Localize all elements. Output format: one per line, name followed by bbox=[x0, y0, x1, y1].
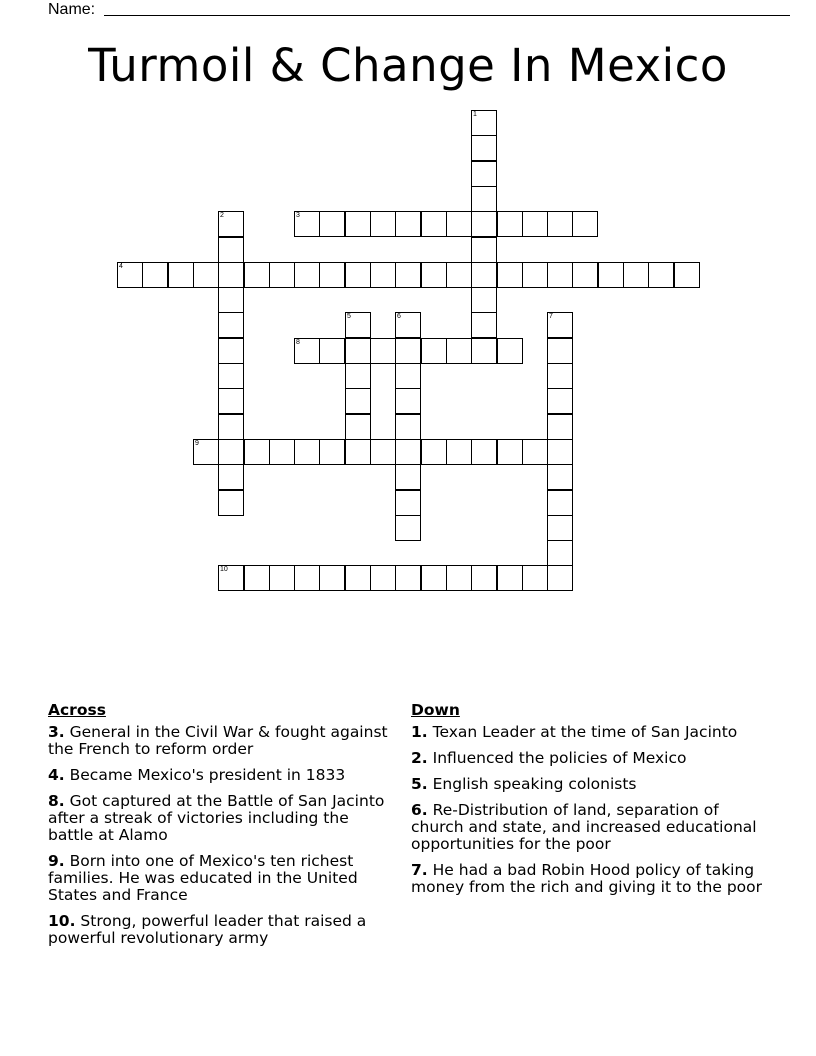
grid-cell[interactable] bbox=[244, 262, 270, 288]
clue-number: 4. bbox=[48, 766, 65, 784]
cell-number: 9 bbox=[195, 440, 199, 447]
name-label: Name: bbox=[48, 1, 96, 18]
grid-cell[interactable] bbox=[421, 211, 447, 237]
grid-cell[interactable] bbox=[674, 262, 700, 288]
grid-cell[interactable] bbox=[471, 110, 497, 136]
grid-cell[interactable] bbox=[269, 565, 295, 591]
grid-cell[interactable] bbox=[395, 363, 421, 389]
clue-text: He had a bad Robin Hood policy of taking money from the rich and giving it to the poor bbox=[411, 861, 762, 896]
clue-item bbox=[411, 776, 776, 793]
grid-cell[interactable] bbox=[244, 439, 270, 465]
grid-cell[interactable] bbox=[471, 439, 497, 465]
grid-cell[interactable] bbox=[218, 338, 244, 364]
grid-cell[interactable] bbox=[471, 565, 497, 591]
grid-cell[interactable] bbox=[370, 262, 396, 288]
grid-cell[interactable] bbox=[497, 338, 523, 364]
grid-cell[interactable] bbox=[370, 565, 396, 591]
grid-cell[interactable] bbox=[623, 262, 649, 288]
grid-cell[interactable] bbox=[395, 439, 421, 465]
across-clues bbox=[48, 700, 393, 956]
clue-text: General in the Civil War & fought against the French to reform order bbox=[48, 723, 388, 758]
grid-cell[interactable] bbox=[218, 237, 244, 263]
grid-cell[interactable] bbox=[319, 439, 345, 465]
grid-cell[interactable] bbox=[218, 565, 244, 591]
grid-cell[interactable] bbox=[547, 338, 573, 364]
grid-cell[interactable] bbox=[446, 439, 472, 465]
grid-cell[interactable] bbox=[522, 565, 548, 591]
grid-cell[interactable] bbox=[547, 363, 573, 389]
clue-item bbox=[411, 862, 776, 896]
grid-cell[interactable] bbox=[370, 439, 396, 465]
grid-cell[interactable] bbox=[218, 414, 244, 440]
grid-cell[interactable] bbox=[117, 262, 143, 288]
grid-cell[interactable] bbox=[168, 262, 194, 288]
grid-cell[interactable] bbox=[269, 439, 295, 465]
grid-cell[interactable] bbox=[395, 414, 421, 440]
grid-cell[interactable] bbox=[497, 439, 523, 465]
grid-cell[interactable] bbox=[319, 565, 345, 591]
clue-number: 1. bbox=[411, 723, 428, 741]
clue-number: 8. bbox=[48, 792, 65, 810]
grid-cell[interactable] bbox=[446, 211, 472, 237]
grid-cell[interactable] bbox=[294, 262, 320, 288]
grid-cell[interactable] bbox=[471, 161, 497, 187]
grid-cell[interactable] bbox=[572, 262, 598, 288]
clue-number: 2. bbox=[411, 749, 428, 767]
clue-number: 3. bbox=[48, 723, 65, 741]
grid-cell[interactable] bbox=[218, 262, 244, 288]
clue-text: English speaking colonists bbox=[432, 775, 637, 793]
grid-cell[interactable] bbox=[421, 439, 447, 465]
clue-number: 5. bbox=[411, 775, 428, 793]
grid-cell[interactable] bbox=[345, 565, 371, 591]
clue-text: Got captured at the Battle of San Jacinto after a streak of victories including the battle at Alamo bbox=[48, 792, 385, 844]
cell-number: 5 bbox=[347, 313, 351, 320]
grid-cell[interactable] bbox=[193, 439, 219, 465]
grid-cell[interactable] bbox=[547, 439, 573, 465]
grid-cell[interactable] bbox=[547, 540, 573, 566]
grid-cell[interactable] bbox=[244, 565, 270, 591]
grid-cell[interactable] bbox=[370, 211, 396, 237]
clue-item bbox=[48, 913, 393, 947]
grid-cell[interactable] bbox=[193, 262, 219, 288]
clue-text: Strong, powerful leader that raised a powerful revolutionary army bbox=[48, 912, 367, 947]
grid-cell[interactable] bbox=[395, 211, 421, 237]
grid-cell[interactable] bbox=[218, 287, 244, 313]
grid-cell[interactable] bbox=[294, 211, 320, 237]
grid-cell[interactable] bbox=[395, 464, 421, 490]
grid-cell[interactable] bbox=[522, 211, 548, 237]
grid-cell[interactable] bbox=[547, 388, 573, 414]
grid-cell[interactable] bbox=[547, 312, 573, 338]
cell-number: 7 bbox=[549, 313, 553, 320]
grid-cell[interactable] bbox=[648, 262, 674, 288]
clue-number: 7. bbox=[411, 861, 428, 879]
grid-cell[interactable] bbox=[471, 287, 497, 313]
grid-cell[interactable] bbox=[294, 565, 320, 591]
grid-cell[interactable] bbox=[598, 262, 624, 288]
grid-cell[interactable] bbox=[345, 338, 371, 364]
grid-cell[interactable] bbox=[497, 262, 523, 288]
cell-number: 4 bbox=[119, 263, 123, 270]
page-title: Turmoil & Change In Mexico bbox=[88, 39, 728, 92]
clue-item bbox=[411, 724, 776, 741]
grid-cell[interactable] bbox=[572, 211, 598, 237]
grid-cell[interactable] bbox=[218, 363, 244, 389]
grid-cell[interactable] bbox=[345, 388, 371, 414]
grid-cell[interactable] bbox=[319, 211, 345, 237]
grid-cell[interactable] bbox=[345, 363, 371, 389]
grid-cell[interactable] bbox=[395, 312, 421, 338]
name-underline bbox=[104, 15, 790, 16]
grid-cell[interactable] bbox=[345, 262, 371, 288]
grid-cell[interactable] bbox=[547, 490, 573, 516]
grid-cell[interactable] bbox=[471, 262, 497, 288]
grid-cell[interactable] bbox=[446, 565, 472, 591]
clue-number: 9. bbox=[48, 852, 65, 870]
down-heading: Down bbox=[411, 701, 460, 719]
grid-cell[interactable] bbox=[294, 338, 320, 364]
across-clue-list bbox=[48, 724, 393, 947]
grid-cell[interactable] bbox=[471, 135, 497, 161]
grid-cell[interactable] bbox=[421, 262, 447, 288]
grid-cell[interactable] bbox=[497, 211, 523, 237]
grid-cell[interactable] bbox=[522, 262, 548, 288]
grid-cell[interactable] bbox=[547, 565, 573, 591]
grid-cell[interactable] bbox=[345, 414, 371, 440]
clue-item bbox=[411, 802, 776, 853]
grid-cell[interactable] bbox=[471, 186, 497, 212]
clue-text: Became Mexico's president in 1833 bbox=[69, 766, 346, 784]
grid-cell[interactable] bbox=[395, 515, 421, 541]
grid-cell[interactable] bbox=[471, 338, 497, 364]
clue-text: Texan Leader at the time of San Jacinto bbox=[432, 723, 738, 741]
grid-cell[interactable] bbox=[370, 338, 396, 364]
grid-cell[interactable] bbox=[471, 237, 497, 263]
name-field[interactable] bbox=[48, 0, 95, 20]
grid-cell[interactable] bbox=[547, 515, 573, 541]
grid-cell[interactable] bbox=[345, 439, 371, 465]
grid-cell[interactable] bbox=[497, 565, 523, 591]
across-heading: Across bbox=[48, 701, 106, 719]
grid-cell[interactable] bbox=[446, 262, 472, 288]
grid-cell[interactable] bbox=[421, 565, 447, 591]
grid-cell[interactable] bbox=[395, 338, 421, 364]
grid-cell[interactable] bbox=[218, 312, 244, 338]
clue-text: Influenced the policies of Mexico bbox=[432, 749, 687, 767]
clue-text: Born into one of Mexico's ten richest families. He was educated in the United States and France bbox=[48, 852, 358, 904]
grid-cell[interactable] bbox=[218, 464, 244, 490]
clue-item bbox=[411, 750, 776, 767]
clue-item bbox=[48, 853, 393, 904]
grid-cell[interactable] bbox=[395, 565, 421, 591]
grid-cell[interactable] bbox=[395, 490, 421, 516]
cell-number: 8 bbox=[296, 339, 300, 346]
clue-number: 6. bbox=[411, 801, 428, 819]
clue-item bbox=[48, 724, 393, 758]
grid-cell[interactable] bbox=[319, 338, 345, 364]
grid-cell[interactable] bbox=[142, 262, 168, 288]
grid-cell[interactable] bbox=[471, 211, 497, 237]
grid-cell[interactable] bbox=[547, 414, 573, 440]
clue-text: Re-Distribution of land, separation of church and state, and increased educational opportunities for the poor bbox=[411, 801, 757, 853]
grid-cell[interactable] bbox=[345, 211, 371, 237]
cell-number: 10 bbox=[220, 566, 228, 573]
grid-cell[interactable] bbox=[218, 439, 244, 465]
grid-cell[interactable] bbox=[218, 490, 244, 516]
grid-cell[interactable] bbox=[269, 262, 295, 288]
grid-cell[interactable] bbox=[395, 262, 421, 288]
grid-cell[interactable] bbox=[218, 211, 244, 237]
grid-cell[interactable] bbox=[547, 211, 573, 237]
clue-item bbox=[48, 793, 393, 844]
down-clues bbox=[411, 700, 776, 905]
grid-cell[interactable] bbox=[471, 312, 497, 338]
down-clue-list bbox=[411, 724, 776, 896]
clue-item bbox=[48, 767, 393, 784]
grid-cell[interactable] bbox=[345, 312, 371, 338]
grid-cell[interactable] bbox=[218, 388, 244, 414]
grid-cell[interactable] bbox=[446, 338, 472, 364]
clue-number: 10. bbox=[48, 912, 76, 930]
grid-cell[interactable] bbox=[547, 464, 573, 490]
grid-cell[interactable] bbox=[522, 439, 548, 465]
grid-cell[interactable] bbox=[395, 388, 421, 414]
cell-number: 6 bbox=[397, 313, 401, 320]
cell-number: 1 bbox=[473, 111, 477, 118]
grid-cell[interactable] bbox=[547, 262, 573, 288]
grid-cell[interactable] bbox=[421, 338, 447, 364]
grid-cell[interactable] bbox=[294, 439, 320, 465]
grid-cell[interactable] bbox=[319, 262, 345, 288]
cell-number: 3 bbox=[296, 212, 300, 219]
cell-number: 2 bbox=[220, 212, 224, 219]
